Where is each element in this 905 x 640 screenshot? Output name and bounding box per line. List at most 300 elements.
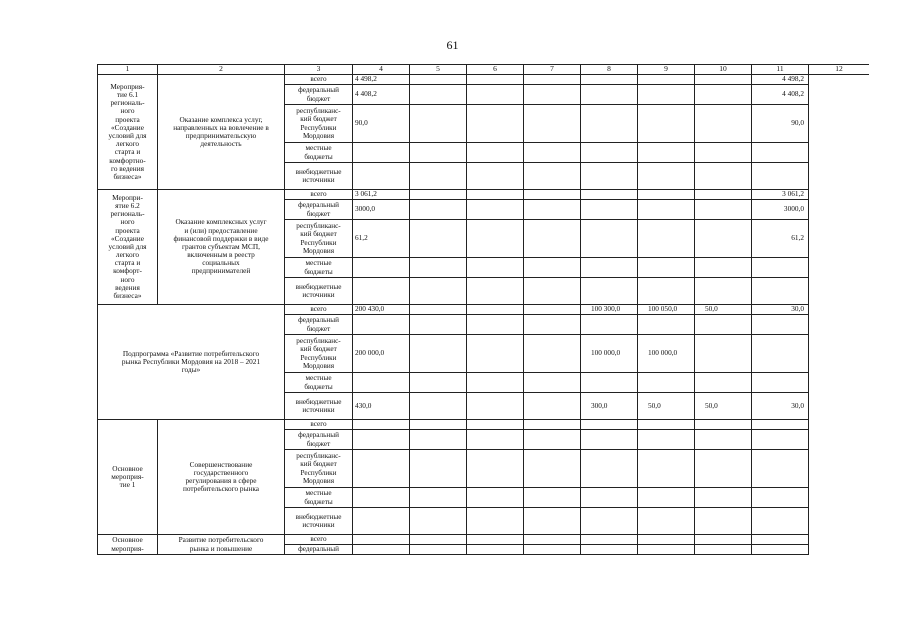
amount-cell — [638, 545, 695, 555]
funding-source — [285, 258, 353, 278]
measure-name-line: комфортно- — [109, 155, 146, 165]
amount-cell — [752, 450, 809, 488]
funding-source-line: Республики — [300, 123, 337, 132]
amount-cell — [353, 535, 410, 545]
amount-cell — [695, 163, 752, 190]
measure-name-line: мероприя- — [111, 543, 144, 553]
funding-source — [285, 373, 353, 393]
funding-source-line: источники — [302, 406, 335, 414]
measure-name — [98, 535, 158, 555]
funding-source-line: бюджеты — [304, 382, 333, 391]
amount-cell — [638, 85, 695, 105]
amount-cell — [410, 393, 467, 420]
funding-source-line: источники — [302, 291, 335, 299]
measure-description-line: и (или) предоставление — [184, 225, 258, 235]
amount-cell — [467, 75, 524, 85]
amount-cell — [695, 315, 752, 335]
header-row — [98, 65, 870, 75]
amount-cell — [581, 190, 638, 200]
amount-cell — [695, 75, 752, 85]
amount-cell — [638, 450, 695, 488]
funding-source-line: местные — [305, 144, 332, 153]
amount-cell — [638, 420, 695, 430]
funding-source — [285, 420, 353, 430]
amount-cell: 100 050,0 — [638, 305, 695, 315]
amount-cell — [524, 545, 581, 555]
amount-cell — [524, 85, 581, 105]
measure-name-line: Мероприя- — [110, 81, 145, 91]
amount-cell — [524, 258, 581, 278]
amount-cell — [410, 315, 467, 335]
funding-source-line: бюджеты — [304, 152, 333, 161]
amount-cell — [581, 200, 638, 220]
measure-description-line: Оказание комплексных услуг — [175, 217, 267, 227]
funding-source-line: бюджет — [306, 94, 331, 103]
column-header: 6 — [467, 65, 524, 75]
amount-cell: 30,0 — [752, 305, 809, 315]
funding-source-line: местные — [305, 374, 332, 383]
amount-cell — [467, 535, 524, 545]
amount-cell — [524, 430, 581, 450]
amount-cell — [581, 278, 638, 305]
measure-description — [158, 75, 285, 190]
amount-cell — [353, 373, 410, 393]
funding-source-line: кий бюджет — [300, 460, 337, 469]
amount-cell — [581, 508, 638, 535]
funding-source-line: республиканс- — [296, 337, 341, 346]
measure-name-line: «Создание — [111, 233, 144, 243]
amount-cell — [467, 278, 524, 305]
amount-cell: 200 000,0 — [353, 335, 410, 373]
funding-source — [285, 220, 353, 258]
amount-cell — [467, 335, 524, 373]
funding-source — [285, 315, 353, 335]
funding-source — [285, 143, 353, 163]
funding-source-line: федеральный — [298, 431, 339, 440]
measure-description — [158, 420, 285, 535]
funding-source — [285, 450, 353, 488]
funding-source-line: всего — [310, 535, 327, 544]
funding-source-line: Мордовия — [302, 246, 335, 255]
measure-name-line: тие 1 — [119, 480, 136, 490]
amount-cell: 100 000,0 — [581, 335, 638, 373]
amount-cell: 61,2 — [353, 220, 410, 258]
amount-cell — [752, 373, 809, 393]
amount-cell — [638, 105, 695, 143]
funding-source — [285, 545, 353, 555]
measure-name-line: легкого — [115, 250, 140, 260]
amount-cell: 90,0 — [752, 105, 809, 143]
funding-source-line: внебюджетные — [295, 167, 342, 176]
measure-description-line: социальных — [202, 258, 240, 268]
amount-cell — [353, 278, 410, 305]
funding-source — [285, 105, 353, 143]
funding-source-line: кий бюджет — [300, 230, 337, 239]
page-number: 61 — [446, 38, 459, 52]
amount-cell — [695, 488, 752, 508]
funding-source-line: Мордовия — [302, 361, 335, 370]
funding-source-line: федеральный — [298, 316, 339, 325]
measure-name-line: ного — [120, 217, 135, 227]
amount-cell — [467, 373, 524, 393]
amount-cell — [638, 535, 695, 545]
amount-cell — [410, 420, 467, 430]
amount-cell — [638, 200, 695, 220]
amount-cell: 90,0 — [353, 105, 410, 143]
measure-description-line: государственного — [193, 467, 249, 477]
funding-source-line: Республики — [300, 468, 337, 477]
funding-source-line: всего — [310, 420, 327, 429]
amount-cell — [467, 420, 524, 430]
funding-source-line: всего — [310, 75, 327, 84]
measure-name-line: ного — [120, 106, 135, 116]
amount-cell: 100 000,0 — [638, 335, 695, 373]
amount-cell — [467, 190, 524, 200]
measure-name-line: проекта — [115, 225, 140, 235]
amount-cell — [353, 508, 410, 535]
measure-name — [98, 75, 158, 190]
amount-cell — [524, 373, 581, 393]
amount-cell — [410, 373, 467, 393]
amount-cell: 3 061,2 — [353, 190, 410, 200]
column-header: 4 — [353, 65, 410, 75]
amount-cell — [524, 420, 581, 430]
amount-cell — [467, 258, 524, 278]
amount-cell — [410, 190, 467, 200]
amount-cell — [581, 163, 638, 190]
amount-cell — [467, 163, 524, 190]
amount-cell: 50,0 — [695, 305, 752, 315]
measure-name — [98, 190, 158, 305]
amount-cell — [638, 373, 695, 393]
amount-cell — [752, 278, 809, 305]
measure-name-line: «Создание — [111, 122, 144, 132]
amount-cell — [638, 508, 695, 535]
amount-cell — [410, 450, 467, 488]
amount-cell — [524, 450, 581, 488]
amount-cell — [524, 220, 581, 258]
funding-source-line: республиканс- — [296, 222, 341, 231]
amount-cell — [467, 393, 524, 420]
amount-cell — [524, 315, 581, 335]
funding-source — [285, 190, 353, 200]
amount-cell — [581, 143, 638, 163]
amount-cell — [467, 488, 524, 508]
amount-cell — [410, 535, 467, 545]
funding-source-line: республиканс- — [296, 107, 341, 116]
amount-cell — [638, 258, 695, 278]
amount-cell — [410, 200, 467, 220]
amount-cell: 4 498,2 — [353, 75, 410, 85]
funding-source-line: республиканс- — [296, 452, 341, 461]
amount-cell — [695, 545, 752, 555]
funding-source-line: кий бюджет — [300, 115, 337, 124]
amount-cell — [695, 430, 752, 450]
amount-cell: 4 408,2 — [752, 85, 809, 105]
measure-description-line: направленных на вовлечение в — [173, 122, 269, 132]
measure-name-line: бизнеса» — [113, 290, 142, 300]
subprogram-title-line: Подпрограмма «Развитие потребительского — [122, 348, 260, 358]
measure-description-line: финансовой поддержки в виде — [173, 233, 269, 243]
amount-cell — [467, 105, 524, 143]
funding-source-line: внебюджетные — [295, 397, 342, 406]
amount-cell — [524, 278, 581, 305]
amount-cell — [353, 450, 410, 488]
amount-cell — [638, 143, 695, 163]
amount-cell — [695, 278, 752, 305]
amount-cell — [695, 220, 752, 258]
amount-cell — [410, 85, 467, 105]
funding-source-line: источники — [302, 176, 335, 184]
measure-name-line: региональ- — [110, 98, 145, 108]
amount-cell — [353, 143, 410, 163]
amount-cell — [752, 143, 809, 163]
subprogram-title-line: годы» — [181, 365, 201, 375]
funding-source-line: Мордовия — [302, 131, 335, 140]
amount-cell — [581, 105, 638, 143]
amount-cell: 50,0 — [638, 393, 695, 420]
subprogram-title — [98, 305, 285, 420]
amount-cell — [638, 315, 695, 335]
amount-cell: 100 300,0 — [581, 305, 638, 315]
measure-description-line: Оказание комплекса услуг, — [179, 114, 263, 124]
amount-cell — [410, 430, 467, 450]
amount-cell: 3000,0 — [353, 200, 410, 220]
amount-cell — [695, 105, 752, 143]
funding-source-line: внебюджетные — [295, 282, 342, 291]
measure-description-line: предпринимательскую — [185, 131, 257, 140]
amount-cell — [524, 105, 581, 143]
measure-name-line: региональ- — [110, 209, 145, 219]
amount-cell — [524, 535, 581, 545]
measure-description-line: рынка и повышение — [189, 543, 253, 553]
amount-cell — [581, 535, 638, 545]
amount-cell — [353, 488, 410, 508]
funding-source — [285, 508, 353, 535]
amount-cell — [467, 220, 524, 258]
funding-source — [285, 535, 353, 545]
amount-cell — [581, 258, 638, 278]
budget-table — [97, 64, 869, 555]
funding-source-line: бюджеты — [304, 497, 333, 506]
amount-cell — [524, 163, 581, 190]
amount-cell — [695, 335, 752, 373]
amount-cell — [695, 85, 752, 105]
measure-name-line: комфорт- — [113, 266, 142, 276]
column-header: 10 — [695, 65, 752, 75]
measure-name-line: легкого — [115, 139, 140, 149]
amount-cell: 4 498,2 — [752, 75, 809, 85]
measure-name-line: го ведения — [111, 163, 144, 173]
amount-cell — [467, 143, 524, 163]
measure-description — [158, 535, 285, 555]
measure-description-line: включенным в реестр — [187, 250, 255, 260]
amount-cell — [638, 190, 695, 200]
amount-cell — [581, 488, 638, 508]
amount-cell — [638, 163, 695, 190]
amount-cell — [410, 75, 467, 85]
amount-cell — [695, 190, 752, 200]
amount-cell — [695, 200, 752, 220]
amount-cell — [638, 278, 695, 305]
amount-cell — [581, 430, 638, 450]
measure-name — [98, 420, 158, 535]
funding-source-line: внебюджетные — [295, 512, 342, 521]
amount-cell — [581, 545, 638, 555]
amount-cell: 300,0 — [581, 393, 638, 420]
amount-cell — [353, 545, 410, 555]
funding-source-line: источники — [302, 521, 335, 529]
measure-name-line: старта и — [114, 258, 141, 268]
amount-cell — [581, 450, 638, 488]
measure-name-line: тие 6.1 — [116, 90, 139, 100]
amount-cell — [581, 420, 638, 430]
amount-cell — [524, 190, 581, 200]
funding-source-line: федеральный — [298, 201, 339, 210]
amount-cell — [638, 488, 695, 508]
measure-name-line: ведения — [115, 282, 140, 292]
funding-source-line: местные — [305, 259, 332, 268]
funding-source-line: федеральный — [298, 86, 339, 95]
funding-source-line: бюджет — [306, 209, 331, 218]
amount-cell — [752, 545, 809, 555]
amount-cell — [524, 393, 581, 420]
table-row — [98, 190, 870, 200]
amount-cell — [467, 508, 524, 535]
amount-cell: 61,2 — [752, 220, 809, 258]
measure-description-line: грантов субъектам МСП, — [182, 241, 260, 251]
amount-cell — [353, 315, 410, 335]
amount-cell — [752, 335, 809, 373]
amount-cell: 430,0 — [353, 393, 410, 420]
measure-name-line: мероприя- — [111, 471, 144, 481]
column-header: 11 — [752, 65, 809, 75]
amount-cell — [410, 488, 467, 508]
funding-source — [285, 75, 353, 85]
column-header: 2 — [158, 65, 285, 75]
amount-cell — [524, 508, 581, 535]
funding-source-line: бюджет — [306, 324, 331, 333]
measure-name-line: старта и — [114, 147, 141, 157]
amount-cell — [410, 105, 467, 143]
funding-source — [285, 430, 353, 450]
amount-cell — [353, 430, 410, 450]
column-header: 12 — [809, 65, 870, 75]
amount-cell — [467, 200, 524, 220]
amount-cell — [353, 163, 410, 190]
table-row — [98, 75, 870, 85]
funding-source — [285, 335, 353, 373]
measure-name-line: условий для — [108, 241, 147, 251]
funding-source-line: кий бюджет — [300, 345, 337, 354]
funding-source-line: Республики — [300, 353, 337, 362]
amount-cell: 3000,0 — [752, 200, 809, 220]
subprogram-title-line: рынка Республики Мордовия на 2018 – 2021 — [121, 356, 261, 366]
funding-source — [285, 278, 353, 305]
amount-cell — [752, 258, 809, 278]
amount-cell — [695, 143, 752, 163]
measure-name-line: Основное — [112, 535, 143, 545]
amount-cell — [410, 335, 467, 373]
amount-cell — [581, 85, 638, 105]
amount-cell: 200 430,0 — [353, 305, 410, 315]
amount-cell — [467, 85, 524, 105]
measure-name-line: условий для — [108, 131, 147, 140]
amount-cell — [638, 75, 695, 85]
measure-name-line: проекта — [115, 114, 140, 124]
measure-name-line: Основное — [112, 463, 143, 473]
amount-cell — [581, 220, 638, 258]
amount-cell — [353, 258, 410, 278]
amount-cell — [581, 315, 638, 335]
column-header: 7 — [524, 65, 581, 75]
amount-cell — [524, 488, 581, 508]
amount-cell — [695, 373, 752, 393]
amount-cell — [524, 143, 581, 163]
amount-cell — [752, 430, 809, 450]
amount-cell — [410, 305, 467, 315]
amount-cell: 4 408,2 — [353, 85, 410, 105]
amount-cell — [410, 545, 467, 555]
amount-cell — [467, 315, 524, 335]
amount-cell: 30,0 — [752, 393, 809, 420]
amount-cell — [524, 335, 581, 373]
column-header: 1 — [98, 65, 158, 75]
measure-description-line: предпринимателей — [191, 266, 251, 276]
amount-cell: 3 061,2 — [752, 190, 809, 200]
amount-cell — [467, 545, 524, 555]
funding-source — [285, 163, 353, 190]
funding-source — [285, 200, 353, 220]
amount-cell — [695, 258, 752, 278]
column-header: 5 — [410, 65, 467, 75]
column-header: 9 — [638, 65, 695, 75]
funding-source — [285, 85, 353, 105]
amount-cell — [524, 305, 581, 315]
amount-cell — [581, 75, 638, 85]
funding-source-line: Республики — [300, 238, 337, 247]
amount-cell — [410, 508, 467, 535]
funding-source — [285, 305, 353, 315]
column-header: 8 — [581, 65, 638, 75]
amount-cell — [410, 163, 467, 190]
measure-name-line: бизнеса» — [113, 171, 142, 181]
measure-description — [158, 190, 285, 305]
measure-name-line: Меропри- — [112, 192, 143, 202]
amount-cell: 50,0 — [695, 393, 752, 420]
amount-cell — [524, 75, 581, 85]
amount-cell — [467, 450, 524, 488]
funding-source-line: всего — [310, 190, 327, 199]
amount-cell — [752, 315, 809, 335]
amount-cell — [410, 258, 467, 278]
amount-cell — [524, 200, 581, 220]
amount-cell — [581, 373, 638, 393]
table-row — [98, 535, 870, 545]
amount-cell — [638, 430, 695, 450]
measure-description-line: деятельность — [200, 139, 242, 149]
amount-cell — [695, 508, 752, 535]
measure-description-line: регулирования в сфере — [185, 476, 257, 485]
funding-source-line: бюджет — [306, 439, 331, 448]
amount-cell — [353, 420, 410, 430]
funding-source-line: всего — [310, 305, 327, 314]
funding-source — [285, 393, 353, 420]
amount-cell — [752, 535, 809, 545]
measure-description-line: потребительского рынка — [182, 484, 260, 494]
amount-cell — [467, 305, 524, 315]
amount-cell — [695, 450, 752, 488]
